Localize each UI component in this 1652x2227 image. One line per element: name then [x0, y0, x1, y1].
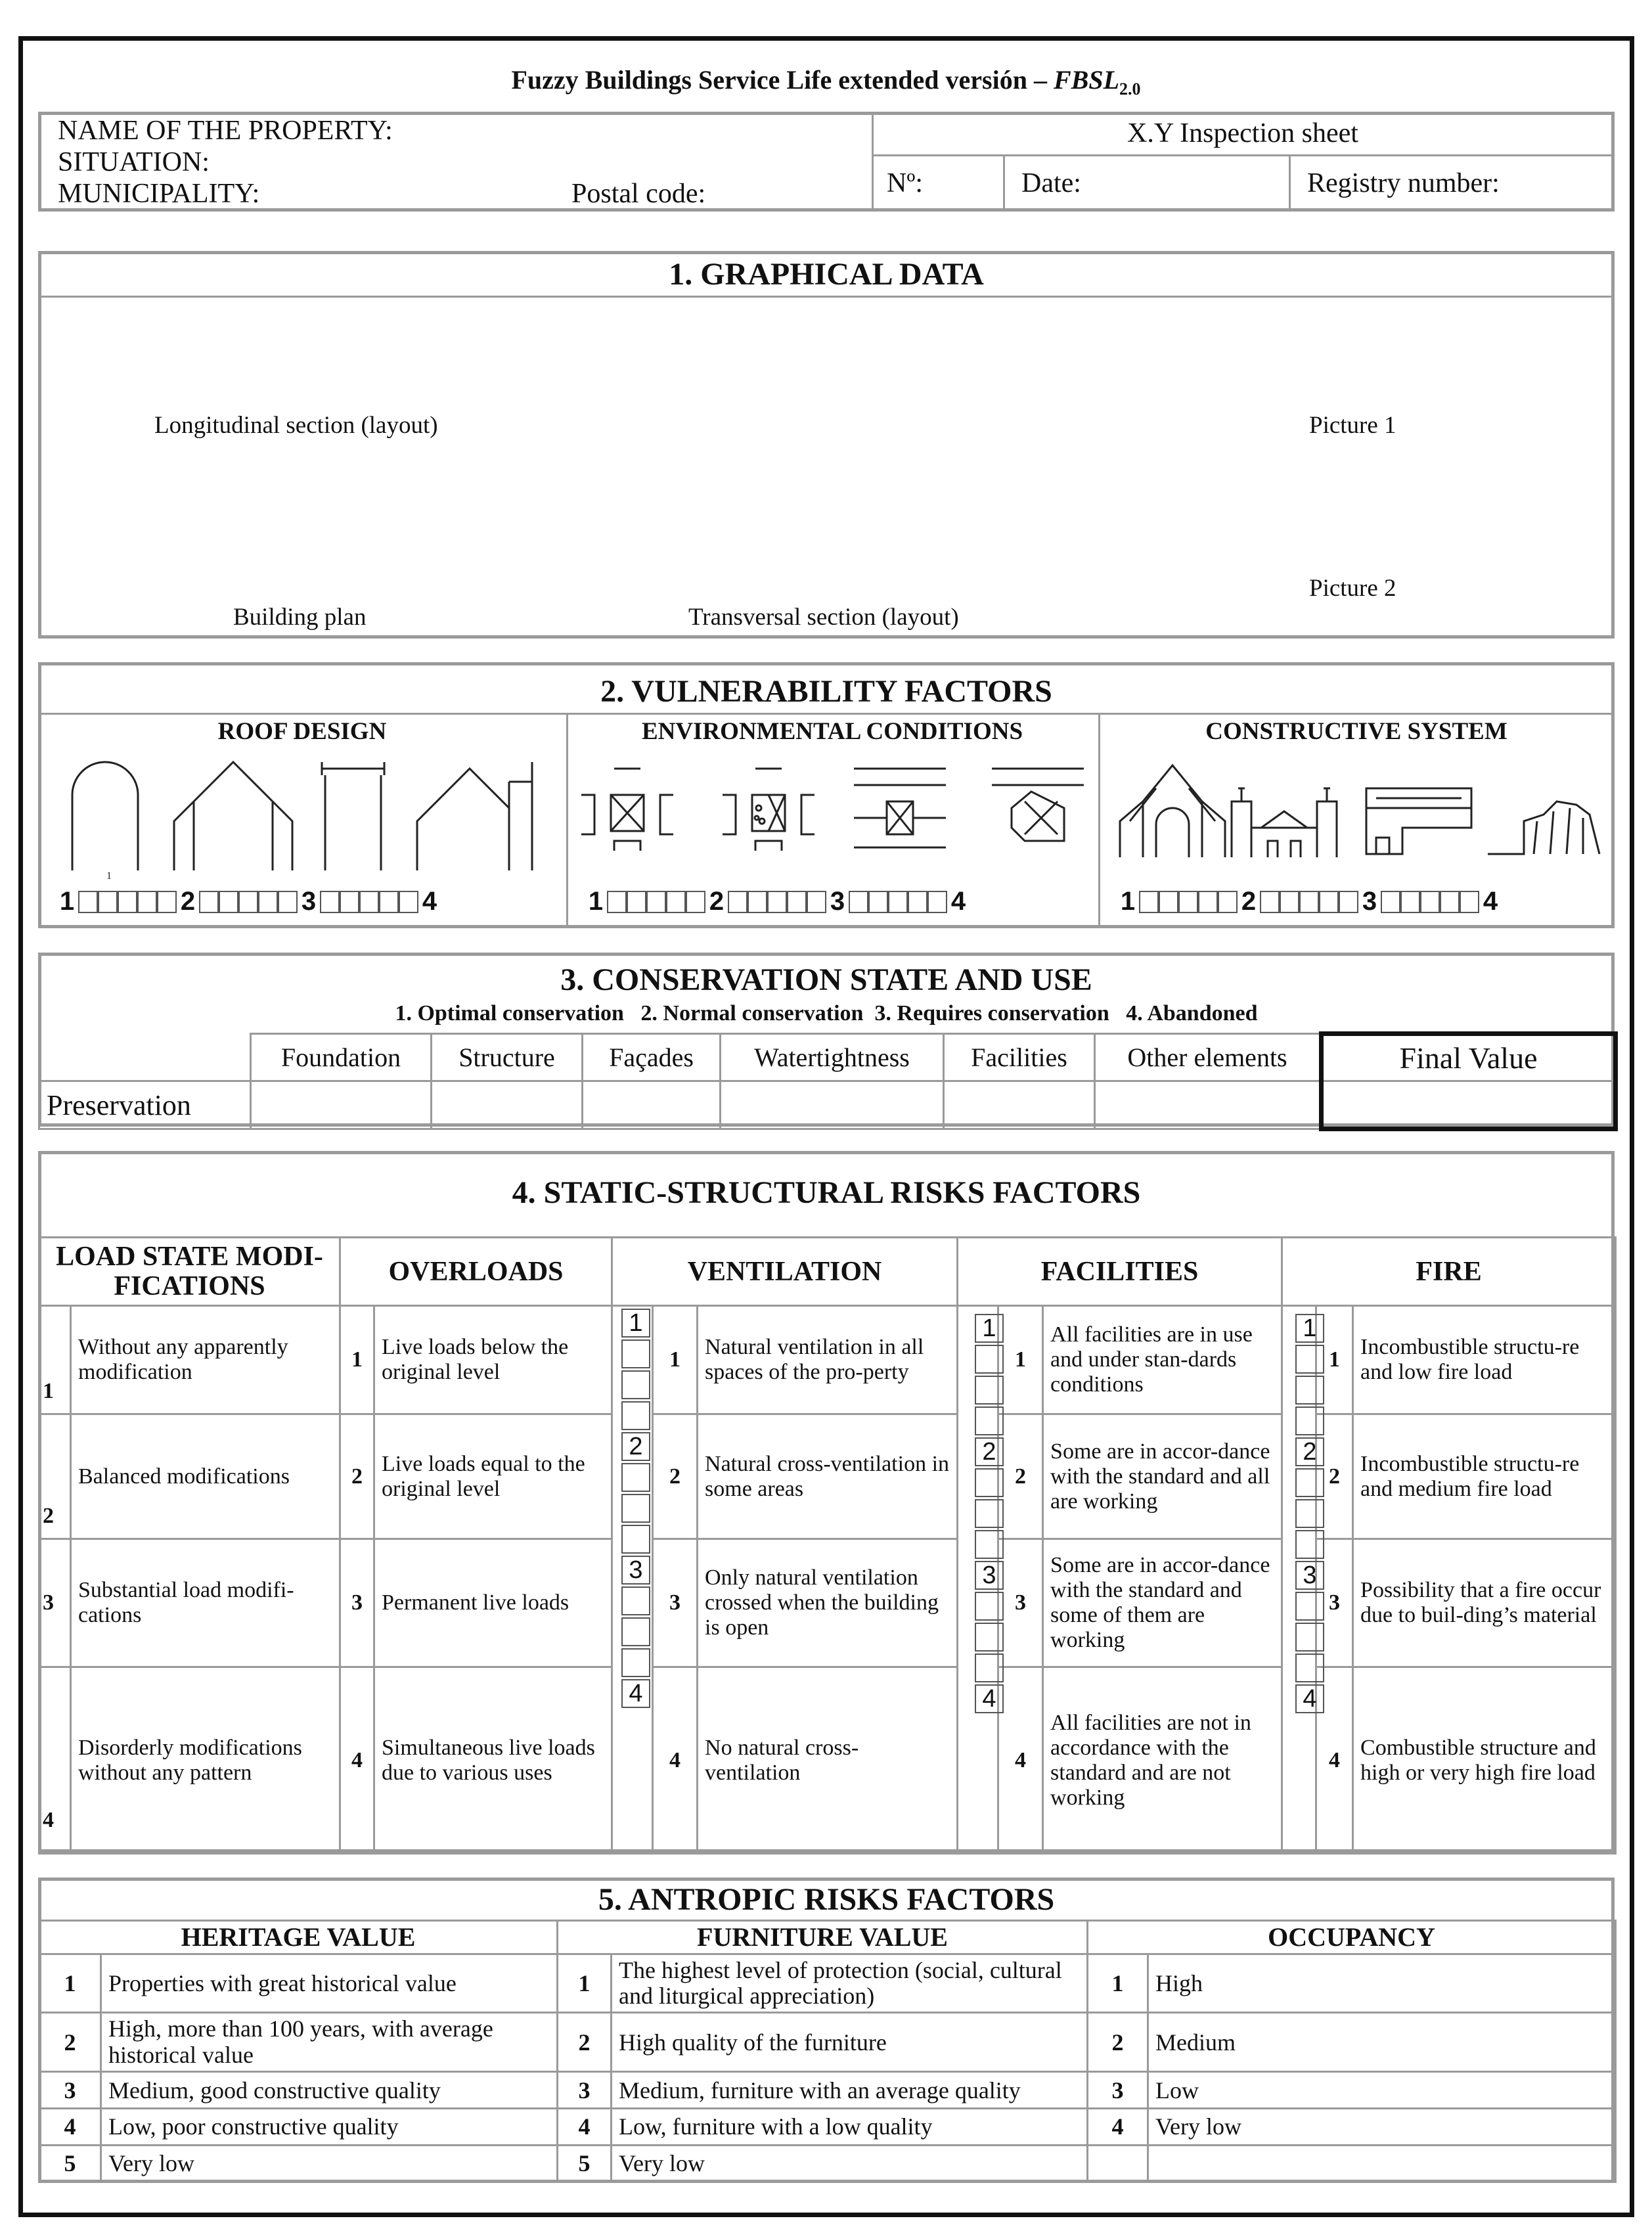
page-title: Fuzzy Buildings Service Life extended versión – $FBSL_{2.0}$ — [511, 65, 1141, 99]
heritage-header: HERITAGE VALUE — [39, 1921, 558, 1954]
load-num-3: 3 — [39, 1539, 71, 1667]
constructive-modern-icon — [1363, 775, 1475, 861]
environmental-conditions-heading: ENVIRONMENTAL CONDITIONS — [641, 718, 1023, 745]
section-3-title: 3. CONSERVATION STATE AND USE — [560, 962, 1092, 997]
situation-label: SITUATION: — [58, 147, 210, 177]
structure-value-cell[interactable] — [432, 1081, 583, 1129]
conservation-legend: 1. Optimal conservation 2. Normal conservation 3. Requires conservation 4. Abandoned — [395, 1001, 1258, 1025]
roof-flat-icon — [319, 755, 391, 874]
load-option-3: Substantial load modifi-cations — [71, 1539, 340, 1667]
registry-number-label: Registry number: — [1307, 168, 1500, 198]
heritage-num-3: 3 — [39, 2072, 101, 2109]
overload-option-2: Live loads equal to the original level — [374, 1414, 612, 1539]
furniture-num-2: 2 — [558, 2013, 612, 2072]
roof-design-heading: ROOF DESIGN — [217, 718, 387, 745]
heritage-option-5: Very low — [101, 2145, 558, 2182]
facilities-num-4: 4 — [998, 1667, 1043, 1854]
overload-num-1: 1 — [340, 1306, 374, 1414]
occupancy-option-2: Medium — [1148, 2013, 1616, 2072]
section-2-title: 2. VULNERABILITY FACTORS — [600, 674, 1052, 709]
furniture-num-3: 3 — [558, 2072, 612, 2109]
fire-num-2: 2 — [1316, 1414, 1353, 1539]
ventilation-option-1: Natural ventilation in all spaces of the pro-perty — [698, 1306, 958, 1414]
heritage-num-4: 4 — [39, 2109, 101, 2146]
static-risks-table — [38, 1236, 1617, 1855]
col-other-elements: Other elements — [1095, 1034, 1322, 1081]
heritage-option-3: Medium, good constructive quality — [101, 2072, 558, 2109]
col-facades: Façades — [583, 1034, 721, 1081]
furniture-option-1: The highest level of protection (social, cultural and liturgical appreciation) — [612, 1954, 1088, 2013]
col-facilities: Facilities — [944, 1034, 1095, 1081]
occupancy-option-4: Very low — [1148, 2109, 1616, 2146]
fire-num-3: 3 — [1316, 1539, 1353, 1667]
building-plan-label: Building plan — [233, 604, 367, 631]
facilities-num-2: 2 — [998, 1414, 1043, 1539]
overload-option-1: Live loads below the original level — [374, 1306, 612, 1414]
roof-tower-icon — [411, 755, 542, 874]
load-option-2: Balanced modifications — [71, 1414, 340, 1539]
heritage-num-5: 5 — [39, 2145, 101, 2182]
picture-2-label: Picture 2 — [1309, 575, 1396, 602]
fire-header: FIRE — [1282, 1238, 1616, 1306]
heritage-option-1: Properties with great historical value — [101, 1954, 558, 2013]
transversal-section-label: Transversal section (layout) — [688, 604, 959, 631]
occupancy-option-3: Low — [1148, 2072, 1616, 2109]
occupancy-num-3: 3 — [1088, 2072, 1148, 2109]
section-5-title: 5. ANTROPIC RISKS FACTORS — [598, 1882, 1055, 1917]
facilities-option-2: Some are in accor-dance with the standard and all are working — [1043, 1414, 1282, 1539]
ventilation-header: VENTILATION — [612, 1238, 958, 1306]
ventilation-num-1: 1 — [653, 1306, 698, 1414]
environment-isolated-icon — [575, 755, 680, 861]
facilities-num-3: 3 — [998, 1539, 1043, 1667]
overload-option-3: Permanent live loads — [374, 1539, 612, 1667]
furniture-option-5: Very low — [612, 2145, 1088, 2182]
ventilation-rating-scale[interactable]: 1 2 3 4 — [621, 1309, 650, 1710]
constructive-system-scale: 1 2 3 4 — [1120, 887, 1498, 916]
watertightness-value-cell[interactable] — [721, 1081, 944, 1129]
heritage-option-2: High, more than 100 years, with average historical value — [101, 2013, 558, 2072]
facilities-header: FACILITIES — [958, 1238, 1282, 1306]
overloads-header: OVERLOADS — [340, 1238, 612, 1306]
facilities-num-1: 1 — [998, 1306, 1043, 1414]
fire-option-1: Incombustible structu-re and low fire load — [1353, 1306, 1616, 1414]
col-structure: Structure — [432, 1034, 583, 1081]
furniture-num-5: 5 — [558, 2145, 612, 2182]
postal-code-label: Postal code: — [571, 179, 706, 209]
longitudinal-section-label: Longitudinal section (layout) — [154, 412, 438, 439]
ventilation-num-4: 4 — [653, 1667, 698, 1854]
final-value-cell[interactable] — [1322, 1081, 1616, 1129]
environment-crossroad-icon — [985, 755, 1090, 861]
municipality-label: MUNICIPALITY: — [58, 179, 260, 209]
fire-option-4: Combustible structure and high or very high fire load — [1353, 1667, 1616, 1854]
occupancy-num-2: 2 — [1088, 2013, 1148, 2072]
ventilation-num-3: 3 — [653, 1539, 698, 1667]
load-option-1: Without any apparently modification — [71, 1306, 340, 1414]
overload-num-2: 2 — [340, 1414, 374, 1539]
constructive-baroque-icon — [1228, 762, 1340, 861]
inspection-sheet-title: X.Y Inspection sheet — [1127, 118, 1358, 148]
load-option-4: Disorderly modifications without any pattern — [71, 1667, 340, 1854]
overload-num-3: 3 — [340, 1539, 374, 1667]
facilities-rating-scale[interactable]: 1 2 3 4 — [975, 1314, 1004, 1715]
fire-rating-scale[interactable]: 1 2 3 4 — [1295, 1314, 1324, 1715]
constructive-contemporary-icon — [1485, 775, 1603, 861]
ventilation-option-2: Natural cross-ventilation in some areas — [698, 1414, 958, 1539]
facades-value-cell[interactable] — [583, 1081, 721, 1129]
environment-street-icon — [847, 755, 952, 861]
fire-option-3: Possibility that a fire occur due to buil-ding’s material — [1353, 1539, 1616, 1667]
furniture-option-3: Medium, furniture with an average quality — [612, 2072, 1088, 2109]
occupancy-option-1: High — [1148, 1954, 1616, 2013]
ventilation-option-3: Only natural ventilation crossed when the building is open — [698, 1539, 958, 1667]
svg-text:1: 1 — [106, 870, 112, 882]
furniture-num-4: 4 — [558, 2109, 612, 2146]
heritage-num-1: 1 — [39, 1954, 101, 2013]
date-label: Date: — [1021, 168, 1081, 198]
section-1-title: 1. GRAPHICAL DATA — [669, 257, 984, 292]
constructive-system-heading: CONSTRUCTIVE SYSTEM — [1205, 718, 1507, 745]
picture-1-label: Picture 1 — [1309, 412, 1396, 439]
occupancy-header: OCCUPANCY — [1088, 1921, 1616, 1954]
facilities-value-cell[interactable] — [944, 1081, 1095, 1129]
overload-option-4: Simultaneous live loads due to various uses — [374, 1667, 612, 1854]
heritage-option-4: Low, poor constructive quality — [101, 2109, 558, 2146]
furniture-header: FURNITURE VALUE — [558, 1921, 1088, 1954]
fire-num-4: 4 — [1316, 1667, 1353, 1854]
load-num-2: 2 — [39, 1414, 71, 1539]
col-foundation: Foundation — [251, 1034, 432, 1081]
load-num-1: 1 — [39, 1306, 71, 1414]
occupancy-num-4: 4 — [1088, 2109, 1148, 2146]
facilities-option-1: All facilities are in use and under stan-dards conditions — [1043, 1306, 1282, 1414]
foundation-value-cell[interactable] — [251, 1081, 432, 1129]
facilities-option-3: Some are in accor-dance with the standard and some of them are working — [1043, 1539, 1282, 1667]
col-watertightness: Watertightness — [721, 1034, 944, 1081]
furniture-num-1: 1 — [558, 1954, 612, 2013]
ventilation-num-2: 2 — [653, 1414, 698, 1539]
antropic-table — [38, 1920, 1617, 2183]
final-value-header: Final Value — [1322, 1034, 1616, 1081]
load-num-4: 4 — [39, 1667, 71, 1854]
furniture-option-2: High quality of the furniture — [612, 2013, 1088, 2072]
heritage-num-2: 2 — [39, 2013, 101, 2072]
furniture-option-4: Low, furniture with a low quality — [612, 2109, 1088, 2146]
environmental-scale: 1 2 3 4 — [588, 887, 966, 916]
fire-num-1: 1 — [1316, 1306, 1353, 1414]
constructive-gothic-icon — [1117, 762, 1228, 861]
number-label: Nº: — [887, 168, 924, 198]
roof-vault-icon — [66, 755, 145, 882]
preservation-row-label: Preservation — [39, 1081, 251, 1129]
roof-design-scale: 1 2 3 4 — [59, 887, 437, 916]
section-4-title: 4. STATIC-STRUCTURAL RISKS FACTORS — [512, 1175, 1141, 1210]
load-state-header: LOAD STATE MODI-FICATIONS — [39, 1238, 340, 1306]
roof-gable-icon — [167, 755, 299, 874]
conservation-table — [38, 1031, 1618, 1131]
property-name-label: NAME OF THE PROPERTY: — [58, 116, 393, 146]
facilities-option-4: All facilities are not in accordance with the standard and are not working — [1043, 1667, 1282, 1854]
other-elements-value-cell[interactable] — [1095, 1081, 1322, 1129]
overload-num-4: 4 — [340, 1667, 374, 1854]
ventilation-option-4: No natural cross-ventilation — [698, 1667, 958, 1854]
occupancy-num-1: 1 — [1088, 1954, 1148, 2013]
environment-vegetation-icon — [716, 755, 821, 861]
fire-option-2: Incombustible structu-re and medium fire load — [1353, 1414, 1616, 1539]
